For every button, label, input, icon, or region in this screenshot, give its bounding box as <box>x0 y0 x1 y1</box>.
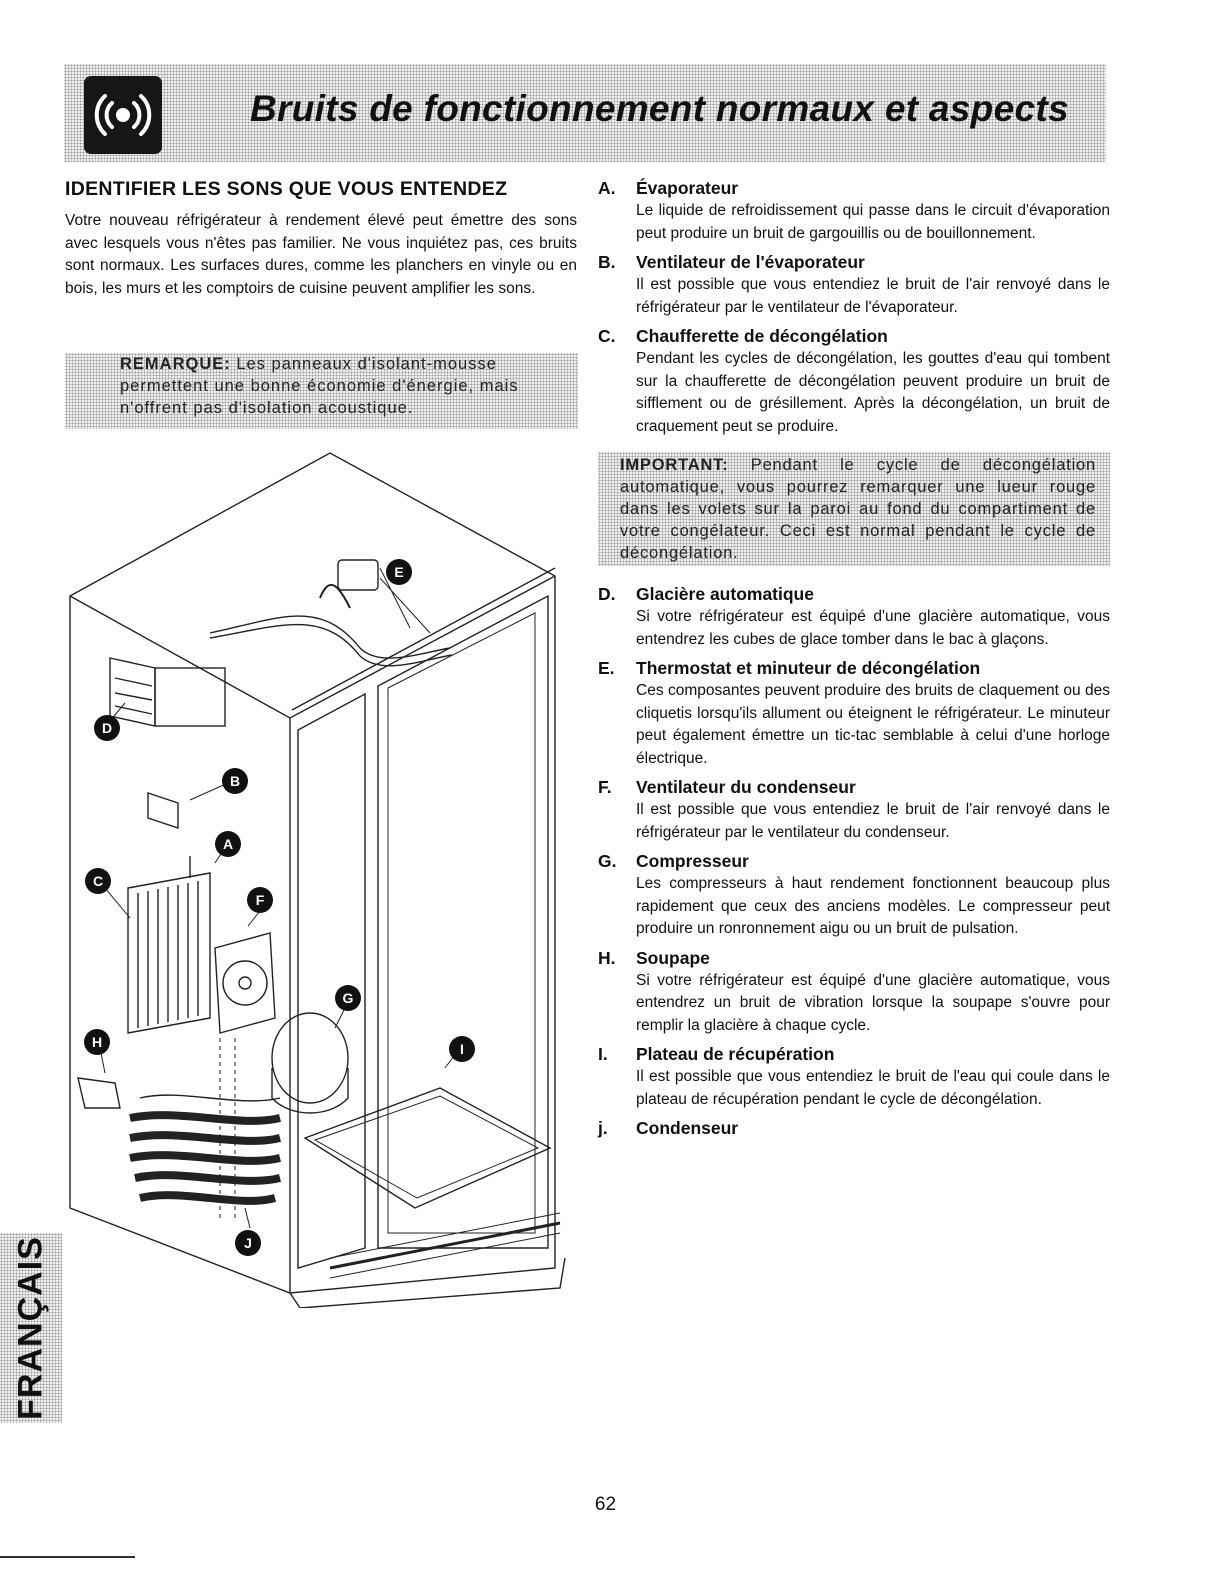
callout-J <box>235 1230 261 1256</box>
refrigerator-illustration <box>60 448 590 1308</box>
section-c-title: C. Chaufferette de décongélation <box>598 326 888 346</box>
section-h-title: H. Soupape <box>598 947 710 968</box>
section-f <box>598 775 1110 844</box>
sound-sources-list <box>598 176 1110 1145</box>
section-g-text: Les compresseurs à haut rendement fonctionnent beaucoup plus rapidement que ceux des anciens modèles. Le compresseur peut produire un ronronnement aigu ou un bruit de pulsation. <box>636 875 1110 937</box>
note-body: Les panneaux d'isolant-mousse permettent une bonne économie d'énergie, mais n'offrent pas d'isolation acoustique. <box>120 355 519 417</box>
section-d <box>598 582 1110 651</box>
section-g <box>598 849 1110 941</box>
section-e-title: E. Thermostat et minuteur de décongélation <box>598 658 981 678</box>
callout-I <box>449 1036 475 1062</box>
bottom-rule <box>0 1556 135 1558</box>
section-f-title: F. Ventilateur du condenseur <box>598 777 856 797</box>
section-i-text: Il est possible que vous entendiez le bruit de l'eau qui coule dans le plateau de récupération pendant le cycle de décongélation. <box>636 1068 1110 1108</box>
section-d-title: D. Glacière automatique <box>598 584 814 604</box>
section-e <box>598 656 1110 770</box>
section-h-text: Si votre réfrigérateur est équipé d'une glacière automatique, vous entendrez un bruit de vibration lorsque la soupape s'ouvre pour remplir la glacière à chaque cycle. <box>636 971 1110 1034</box>
section-i <box>598 1042 1110 1111</box>
note-label: REMARQUE: <box>120 355 231 373</box>
callout-B <box>222 768 248 794</box>
callout-C <box>85 868 111 894</box>
section-b <box>598 250 1110 319</box>
svg-text:B: B <box>229 773 241 789</box>
callout-G <box>335 985 361 1011</box>
section-h <box>598 946 1110 1038</box>
section-i-title: I. Plateau de récupération <box>598 1044 835 1064</box>
sound-waves-icon <box>84 76 162 154</box>
note-text <box>65 353 578 419</box>
section-e-text: Ces composantes peuvent produire des bruits de claquement ou des cliquetis lorsqu'ils allument ou éteignent le réfrigérateur. Le minuteur peut également émettre un tic-tac semblable à celui d'une horloge électrique. <box>636 682 1110 767</box>
important-body: Pendant le cycle de décongélation automatique, vous pourrez remarquer une lueur rouge dans les volets sur la paroi au fond du compartiment de votre congélateur. Ceci est normal pendant le cycle de décongélation. <box>620 456 1096 562</box>
note-box <box>65 353 578 429</box>
section-a-text: Le liquide de refroidissement qui passe dans le circuit d'évaporation peut produire un bruit de gargouillis ou de bouillonnement. <box>636 202 1110 242</box>
section-a-title: A. Évaporateur <box>598 178 739 198</box>
svg-text:J: J <box>244 1235 252 1251</box>
callout-H <box>84 1029 110 1055</box>
svg-text:A: A <box>222 836 234 852</box>
section-c <box>598 324 1110 438</box>
section-c-text: Pendant les cycles de décongélation, les gouttes d'eau qui tombent sur la chaufferette de décongélation peuvent produire un bruit de sifflement ou de grésillement. Après la décongélation, un bruit de craquement peut se produire. <box>636 350 1110 435</box>
refrigerator-diagram <box>60 448 590 1308</box>
section-g-title: G. Compresseur <box>598 851 749 871</box>
page-number: 62 <box>594 1494 617 1515</box>
svg-text:D: D <box>101 720 113 736</box>
important-box <box>598 452 1110 566</box>
svg-text:I: I <box>460 1041 464 1057</box>
section-j <box>598 1116 1110 1140</box>
section-j-title: j. Condenseur <box>598 1118 739 1138</box>
callout-E <box>386 559 412 585</box>
language-tab <box>0 1233 62 1423</box>
intro-paragraph: Votre nouveau réfrigérateur à rendement élevé peut émettre des sons avec lesquels vous n'êtes pas familier. Ne vous inquiétez pas, ces bruits sont normaux. Les surfaces dures, comme les planchers en vinyle ou en bois, les murs et les comptoirs de cuisine peuvent amplifier les sons. <box>65 212 577 297</box>
section-f-text: Il est possible que vous entendiez le bruit de l'air renvoyé dans le réfrigérateur par le ventilateur du condenseur. <box>636 801 1110 841</box>
section-b-text: Il est possible que vous entendiez le bruit de l'air renvoyé dans le réfrigérateur par le ventilateur de l'évaporateur. <box>636 276 1110 316</box>
svg-text:E: E <box>394 564 404 580</box>
svg-text:C: C <box>92 873 104 889</box>
section-b-title: B. Ventilateur de l'évaporateur <box>598 252 865 272</box>
language-tab-label: FRANÇAIS <box>11 1236 50 1420</box>
svg-text:F: F <box>255 892 265 908</box>
page-title: Bruits de fonctionnement normaux et aspects <box>250 88 1069 129</box>
section-a <box>598 176 1110 245</box>
section-d-text: Si votre réfrigérateur est équipé d'une glacière automatique, vous entendrez les cubes de glace tomber dans le bac à glaçons. <box>636 608 1110 648</box>
callout-D <box>94 715 120 741</box>
important-label: IMPORTANT: <box>620 456 729 474</box>
section-heading: IDENTIFIER LES SONS QUE VOUS ENTENDEZ <box>65 178 508 200</box>
callout-A <box>215 831 241 857</box>
svg-text:G: G <box>342 990 354 1006</box>
svg-text:H: H <box>91 1034 103 1050</box>
important-text <box>598 452 1110 564</box>
callout-F <box>247 887 273 913</box>
